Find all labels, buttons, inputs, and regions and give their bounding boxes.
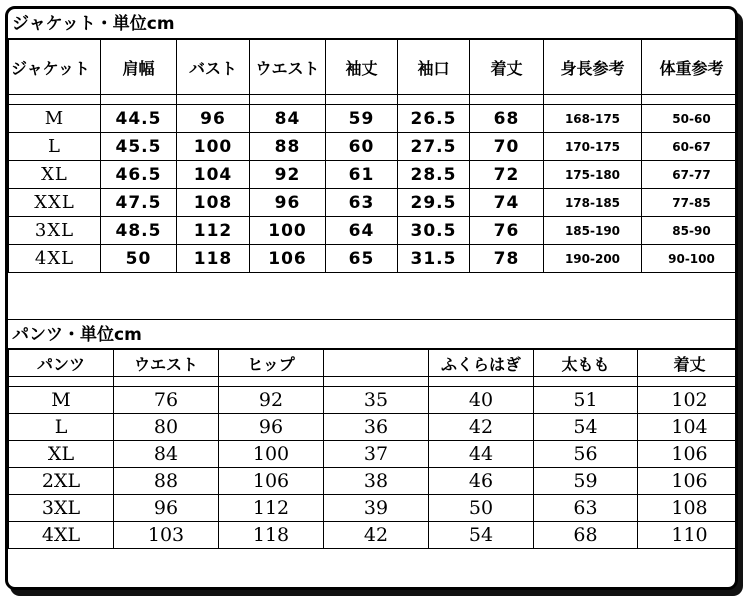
table-cell: 29.5	[398, 189, 470, 217]
table-row	[9, 441, 739, 468]
table-cell: 103	[114, 522, 219, 549]
table-cell: 76	[114, 387, 219, 414]
table-cell: 170-175	[544, 133, 642, 161]
table-cell: 168-175	[544, 105, 642, 133]
table-cell: 90-100	[642, 245, 739, 273]
table-cell: 178-185	[544, 189, 642, 217]
table-cell: 50-60	[642, 105, 739, 133]
table-row	[9, 189, 739, 217]
table-cell: 30.5	[398, 217, 470, 245]
spacer-cell	[642, 95, 739, 105]
table-cell: 47.5	[101, 189, 177, 217]
table-cell: 78	[470, 245, 544, 273]
size-label: L	[9, 133, 101, 161]
table-cell: 85-90	[642, 217, 739, 245]
table-cell: 68	[534, 522, 638, 549]
size-label: 3XL	[9, 495, 114, 522]
column-header: 着丈	[470, 40, 544, 95]
table-row	[9, 133, 739, 161]
pants-size-table	[8, 349, 738, 549]
table-cell: 60-67	[642, 133, 739, 161]
table-cell: 72	[470, 161, 544, 189]
table-cell: 27.5	[398, 133, 470, 161]
table-cell: 92	[219, 387, 324, 414]
jacket-header-row	[9, 40, 739, 95]
table-cell: 40	[429, 387, 534, 414]
spacer-cell	[177, 95, 250, 105]
column-header: 袖丈	[326, 40, 398, 95]
table-cell: 110	[638, 522, 739, 549]
table-cell: 84	[250, 105, 326, 133]
spacer-cell	[101, 95, 177, 105]
table-cell: 65	[326, 245, 398, 273]
table-cell: 80	[114, 414, 219, 441]
table-cell: 77-85	[642, 189, 739, 217]
table-cell: 106	[638, 468, 739, 495]
column-header: 太もも	[534, 350, 638, 377]
table-cell: 28.5	[398, 161, 470, 189]
jacket-section-title: ジャケット・単位cm	[8, 9, 735, 39]
spacer-row	[9, 95, 739, 105]
table-cell: 112	[177, 217, 250, 245]
table-cell: 39	[324, 495, 429, 522]
spacer-cell	[544, 95, 642, 105]
table-cell: 67-77	[642, 161, 739, 189]
table-cell: 56	[534, 441, 638, 468]
pants-header-row	[9, 350, 739, 377]
table-cell: 44	[429, 441, 534, 468]
column-header: 袖口	[398, 40, 470, 95]
column-header: 体重参考	[642, 40, 739, 95]
jacket-size-table	[8, 39, 738, 273]
spacer-cell	[114, 377, 219, 387]
table-cell: 104	[177, 161, 250, 189]
spacer-cell	[638, 377, 739, 387]
table-cell: 50	[429, 495, 534, 522]
section-gap	[8, 294, 735, 319]
table-cell: 46.5	[101, 161, 177, 189]
table-row	[9, 495, 739, 522]
column-header: ウエスト	[250, 40, 326, 95]
table-cell: 51	[534, 387, 638, 414]
table-cell: 63	[534, 495, 638, 522]
table-cell: 88	[114, 468, 219, 495]
table-row	[9, 217, 739, 245]
spacer-cell	[470, 95, 544, 105]
column-header: バスト	[177, 40, 250, 95]
table-cell: 106	[219, 468, 324, 495]
table-cell: 100	[219, 441, 324, 468]
table-row	[9, 387, 739, 414]
table-cell: 45.5	[101, 133, 177, 161]
pants-section-title: パンツ・単位cm	[8, 319, 735, 349]
size-label: 4XL	[9, 522, 114, 549]
size-label: M	[9, 387, 114, 414]
spacer-cell	[250, 95, 326, 105]
table-cell: 185-190	[544, 217, 642, 245]
table-cell: 74	[470, 189, 544, 217]
size-label: 2XL	[9, 468, 114, 495]
size-label: L	[9, 414, 114, 441]
table-cell: 70	[470, 133, 544, 161]
table-cell: 96	[114, 495, 219, 522]
table-cell: 64	[326, 217, 398, 245]
table-cell: 102	[638, 387, 739, 414]
size-label: XL	[9, 441, 114, 468]
spacer-cell	[534, 377, 638, 387]
table-cell: 118	[219, 522, 324, 549]
column-header	[324, 350, 429, 377]
table-cell: 92	[250, 161, 326, 189]
spacer-cell	[9, 95, 101, 105]
column-header: 着丈	[638, 350, 739, 377]
column-header: ウエスト	[114, 350, 219, 377]
size-label: XL	[9, 161, 101, 189]
table-cell: 42	[429, 414, 534, 441]
table-cell: 190-200	[544, 245, 642, 273]
column-header: 身長参考	[544, 40, 642, 95]
table-cell: 175-180	[544, 161, 642, 189]
table-cell: 48.5	[101, 217, 177, 245]
size-label: M	[9, 105, 101, 133]
table-row	[9, 161, 739, 189]
table-cell: 96	[177, 105, 250, 133]
table-row	[9, 245, 739, 273]
size-label: 4XL	[9, 245, 101, 273]
spacer-cell	[219, 377, 324, 387]
table-cell: 38	[324, 468, 429, 495]
spacer-cell	[398, 95, 470, 105]
table-cell: 44.5	[101, 105, 177, 133]
spacer-cell	[326, 95, 398, 105]
spacer-row	[9, 377, 739, 387]
table-row	[9, 105, 739, 133]
table-cell: 26.5	[398, 105, 470, 133]
table-cell: 108	[177, 189, 250, 217]
table-row	[9, 414, 739, 441]
table-cell: 37	[324, 441, 429, 468]
table-cell: 118	[177, 245, 250, 273]
table-cell: 59	[534, 468, 638, 495]
table-cell: 36	[324, 414, 429, 441]
table-cell: 88	[250, 133, 326, 161]
table-cell: 54	[429, 522, 534, 549]
column-header: 肩幅	[101, 40, 177, 95]
table-cell: 112	[219, 495, 324, 522]
table-cell: 106	[250, 245, 326, 273]
table-cell: 60	[326, 133, 398, 161]
table-cell: 76	[470, 217, 544, 245]
table-cell: 100	[250, 217, 326, 245]
size-label: XXL	[9, 189, 101, 217]
table-cell: 84	[114, 441, 219, 468]
spacer-cell	[324, 377, 429, 387]
table-cell: 54	[534, 414, 638, 441]
spacer-cell	[9, 377, 114, 387]
table-row	[9, 468, 739, 495]
table-cell: 106	[638, 441, 739, 468]
table-cell: 31.5	[398, 245, 470, 273]
table-cell: 59	[326, 105, 398, 133]
table-cell: 50	[101, 245, 177, 273]
table-cell: 63	[326, 189, 398, 217]
column-header: ジャケット	[9, 40, 101, 95]
table-cell: 61	[326, 161, 398, 189]
table-cell: 46	[429, 468, 534, 495]
table-cell: 35	[324, 387, 429, 414]
spacer-cell	[429, 377, 534, 387]
table-cell: 96	[250, 189, 326, 217]
table-cell: 68	[470, 105, 544, 133]
table-cell: 100	[177, 133, 250, 161]
column-header: ヒップ	[219, 350, 324, 377]
column-header: パンツ	[9, 350, 114, 377]
table-cell: 42	[324, 522, 429, 549]
table-cell: 104	[638, 414, 739, 441]
size-chart	[5, 6, 738, 590]
size-label: 3XL	[9, 217, 101, 245]
table-cell: 108	[638, 495, 739, 522]
table-cell: 96	[219, 414, 324, 441]
column-header: ふくらはぎ	[429, 350, 534, 377]
table-row	[9, 522, 739, 549]
